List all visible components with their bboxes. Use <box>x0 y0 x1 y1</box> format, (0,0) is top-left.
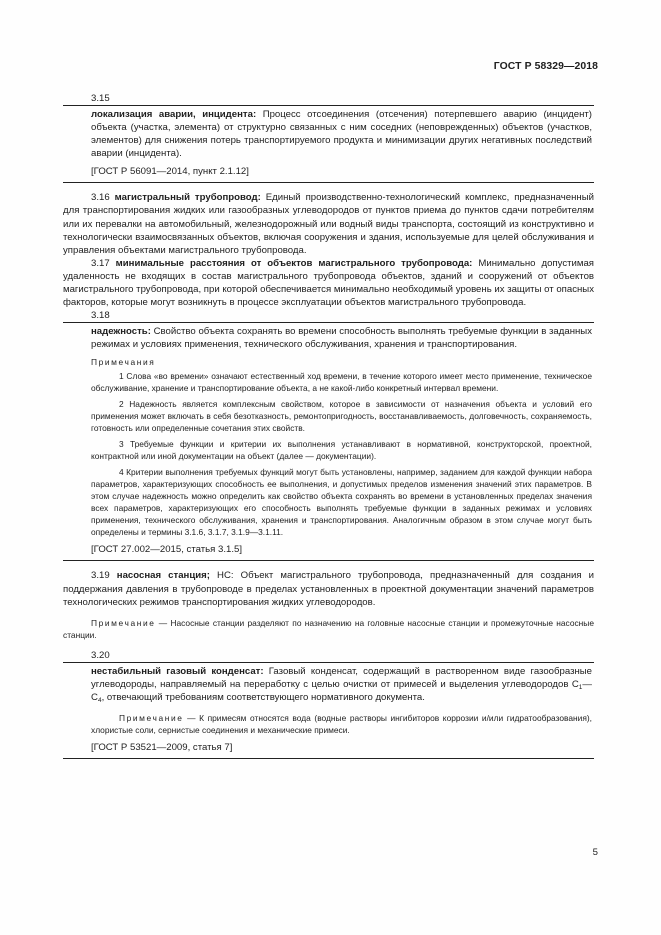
term-reference-3-18: [ГОСТ 27.002—2015, статья 3.1.5] <box>91 544 242 556</box>
term-definition-3-20 <box>91 665 592 704</box>
term-number: 3.17 <box>91 257 110 269</box>
standard-header: ГОСТ Р 58329—2018 <box>493 61 598 72</box>
note-2: 2 Надежность является комплексным свойством, которое в зависимости от назначения объекта и условий его применения может включать в себя безотказность, ремонтопригодность, восстанавливаемость, долговечность, сохраняемость, готовность или определенные сочетания этих свойств. <box>91 399 592 434</box>
term-text: Свойство объекта сохранять во времени способность выполнять требуемые функции в заданных режимах и условиях применения, технического обслуживания, хранения и транспортирования. <box>91 326 592 351</box>
term-number: 3.16 <box>91 192 110 204</box>
term-box-3-18 <box>63 322 594 561</box>
term-name: надежность: <box>91 326 151 338</box>
term-reference-3-15: [ГОСТ Р 56091—2014, пункт 2.1.12] <box>91 166 249 178</box>
subscript-4: 4 <box>97 696 102 704</box>
note-1: 1 Слова «во времени» означают естественный ход времени, в течение которого имеет место применение, техническое обслуживание, хранение и транспортирование объекта, а не какой-либо конкретный интервал времени. <box>91 371 592 394</box>
note-3: 3 Требуемые функции и критерии их выполнения устанавливают в нормативной, конструкторской, проектной, контрактной или иной документации на объект (далее — документации). <box>91 439 592 462</box>
term-reference-3-20: [ГОСТ Р 53521—2009, статья 7] <box>91 741 233 753</box>
term-name: нестабильный газовый конденсат: <box>91 665 264 677</box>
page-number: 5 <box>592 847 598 858</box>
term-definition-3-18 <box>91 325 592 351</box>
term-name: минимальные расстояния от объектов магистрального трубопровода: <box>115 257 473 269</box>
term-text: Минимально допустимая удаленность не входящих в состав магистрального трубопровода объектов, зданий и сооружений от объектов магистрального трубопровода, при которой обеспечивается минимально необходимый уровень их защиты от опасных факторов, которые могут возникнуть в процессе эксплуатации объектов магистрального трубопровода. <box>63 257 594 309</box>
term-text: Процесс отсоединения (отсечения) потерпевшего аварию (инцидент) объекта (участка, элемента) от структурно связанных с ним соседних (неповрежденных) объектов (участков, элементов) для снижения потерь транспортируемого продукта и минимизации других негативных последствий аварии (инцидента). <box>91 109 592 160</box>
term-number-3-15: 3.15 <box>91 93 110 104</box>
note-3-19 <box>63 617 594 641</box>
page-content <box>63 92 594 759</box>
term-number: 3.19 <box>91 570 110 582</box>
notes-heading: Примечания <box>91 357 156 368</box>
term-name: магистральный трубопровод: <box>114 192 261 204</box>
note-3-20 <box>91 712 592 736</box>
term-abbreviation: НС: <box>209 570 234 582</box>
term-text: Газовый конденсат, содержащий в растворенном виде газообразные углеводороды, направляемый на переработку с целью очистки от примесей и выделения углеводородов C <box>91 665 592 690</box>
term-definition-3-17 <box>63 257 594 309</box>
term-text: Единый производственно-технологический комплекс, предназначенный для транспортирования жидких или газообразных углеводородов от пунктов приема до пунктов сдачи потребителям или их перевалки на автомобильный, железнодорожный или водный виды транспорта, состоящий из конструктивно и технологически взаимосвязанных объектов, включая сооружения и здания, используемые для целей обслуживания и управления объектами магистрального трубопровода. <box>63 192 594 256</box>
term-name: локализация аварии, инцидента: <box>91 109 257 120</box>
note-text: — Насосные станции разделяют по назначению на головные насосные станции и промежуточные насосные станции. <box>63 617 594 640</box>
term-definition-3-19 <box>63 569 594 608</box>
term-definition-3-16 <box>63 191 594 256</box>
note-4: 4 Критерии выполнения требуемых функций могут быть установлены, например, заданием для каждой функции набора параметров, характеризующих способность ее выполнения, и допустимых пределов изменения значений этих параметров. В этом случае надежность можно определить как свойство объекта сохранять во времени в установленных пределах значения всех параметров, характеризующих его способность выполнять требуемые функции в заданных режимах и условиях применения, технического обслуживания, хранения и транспортирования. Аналогичным образом в этом случае могут быть определены и термины 3.1.6, 3.1.7, 3.1.9—3.1.11. <box>91 467 592 538</box>
term-text-end: , отвечающий требованиям соответствующего нормативного документа. <box>101 691 425 703</box>
term-number-3-18: 3.18 <box>91 310 110 322</box>
term-text: Объект магистрального трубопровода, предназначенный для создания и поддержания давления в трубопроводе в пределах установленных в проектной документации значений параметров технологических режимов транспортирования жидких углеводородов. <box>63 570 594 608</box>
note-label: Примечание <box>119 712 184 723</box>
term-definition-3-15 <box>91 108 592 160</box>
term-number-3-20: 3.20 <box>91 649 110 661</box>
term-box-3-20 <box>63 662 594 759</box>
term-box-3-15 <box>63 105 594 183</box>
note-text: — К примесям относятся вода (водные растворы ингибиторов коррозии и/или гидратообразования), хлористые соли, сернистые соединения и механические примеси. <box>91 712 592 735</box>
term-text-dash: —C <box>91 678 592 703</box>
subscript-1: 1 <box>578 683 583 691</box>
note-label: Примечание <box>91 617 156 628</box>
term-name: насосная станция; <box>116 570 210 582</box>
